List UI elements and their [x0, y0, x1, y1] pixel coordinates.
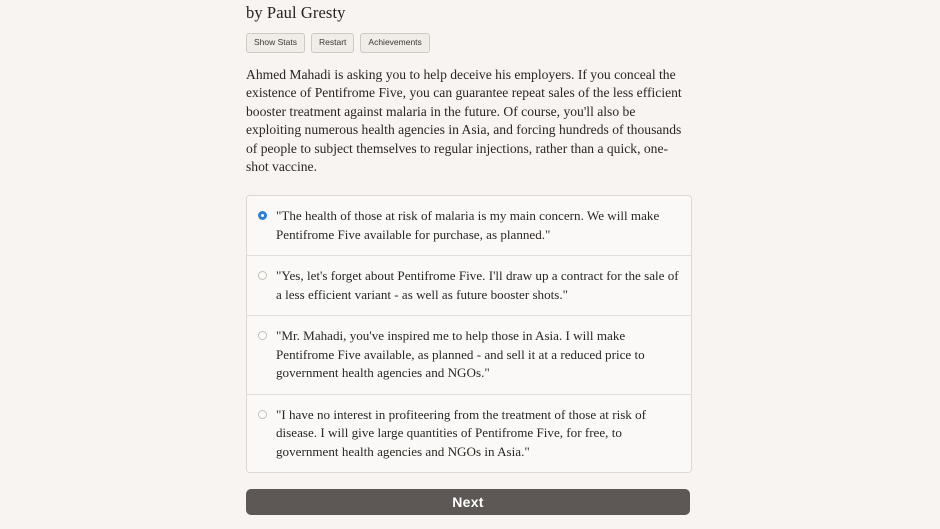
choice-option-1[interactable]: [247, 196, 691, 256]
radio-button-icon[interactable]: [258, 331, 267, 340]
next-button[interactable]: Next: [246, 489, 690, 515]
control-button-group: [246, 33, 692, 53]
choice-option-3[interactable]: [247, 316, 691, 395]
content-column: [246, 0, 692, 515]
choice-option-label: "The health of those at risk of malaria is my main concern. We will make Pentifrome Five available for purchase, as planned.": [276, 208, 660, 242]
radio-button-icon[interactable]: [258, 410, 267, 419]
narrative-text: Ahmed Mahadi is asking you to help deceive his employers. If you conceal the existence of Pentifrome Five, you can guarantee repeat sales of the less efficient booster treatment against malaria in the future. Of course, you'll also be exploiting numerous health agencies in Asia, and forcing hundreds of thousands of people to subject themselves to regular injections, rather than a quick, one-shot vaccine.: [246, 66, 682, 175]
choice-option-4[interactable]: [247, 395, 691, 473]
choice-option-label: "I have no interest in profiteering from the treatment of those at risk of disease. I will give large quantities of Pentifrome Five, for free, to government health agencies and NGOs in Asia.": [276, 406, 647, 459]
radio-button-icon[interactable]: [258, 271, 267, 280]
show-stats-button[interactable]: Show Stats: [246, 33, 305, 53]
choice-option-label: "Mr. Mahadi, you've inspired me to help those in Asia. I will make Pentifrome Five available, as planned - and sell it at a reduced price to government health agencies and NGOs.": [276, 328, 645, 381]
choice-list: [246, 195, 692, 473]
restart-button[interactable]: Restart: [311, 33, 354, 53]
author-byline: by Paul Gresty: [246, 3, 346, 22]
choice-option-label: "Yes, let's forget about Pentifrome Five. I'll draw up a contract for the sale of a less efficient variant - as well as future booster shots.": [276, 268, 679, 302]
achievements-button[interactable]: Achievements: [360, 33, 429, 53]
radio-button-icon[interactable]: [258, 211, 267, 220]
choice-option-2[interactable]: [247, 256, 691, 316]
